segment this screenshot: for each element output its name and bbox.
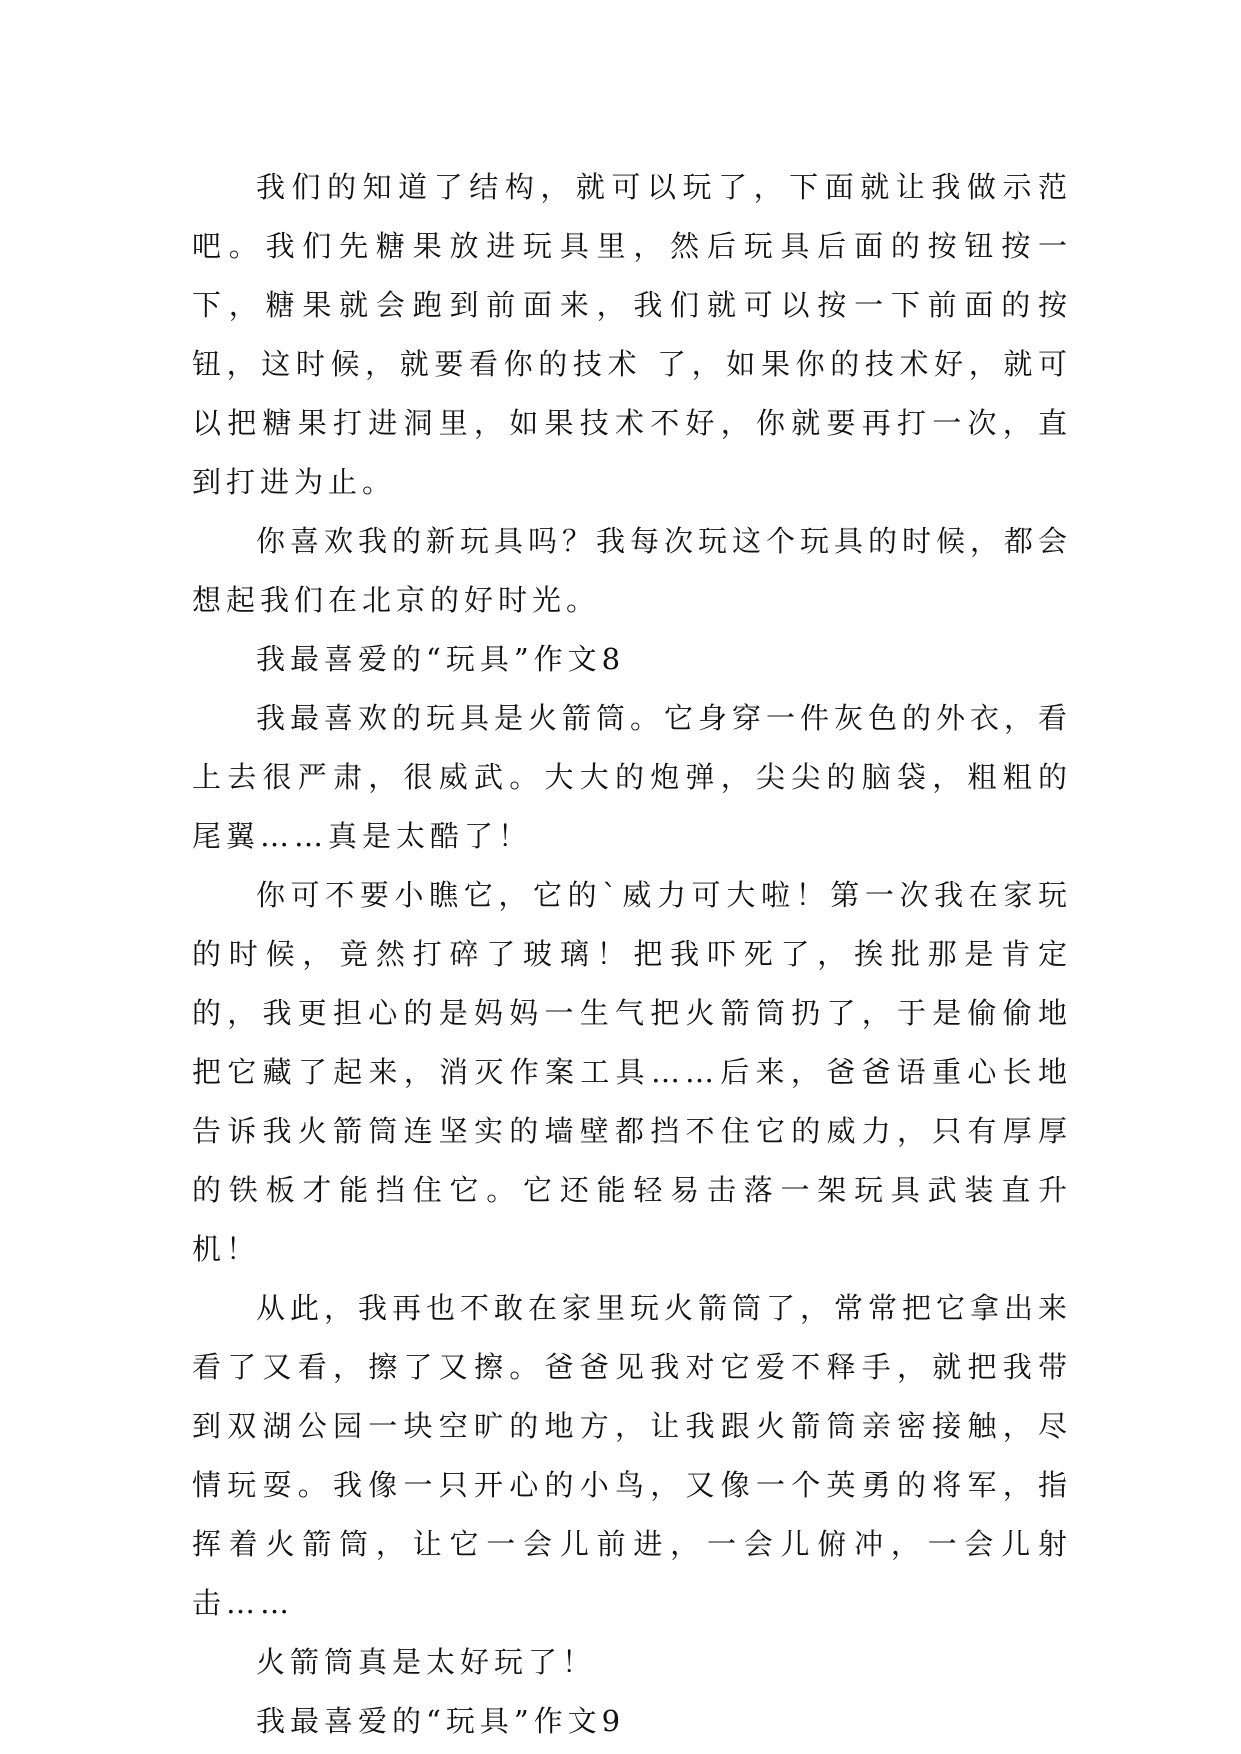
paragraph: 你可不要小瞧它，它的`威力可大啦！第一次我在家玩的时候，竟然打碎了玻璃！把我吓死了，挨批那是肯定的，我更担心的是妈妈一生气把火箭筒扔了，于是偷偷地把它藏了起来，消灭作案工具……后来，爸爸语重心长地告诉我火箭筒连坚实的墙壁都挡不住它的威力，只有厚厚的铁板才能挡住它。它还能轻易击落一架玩具武装直升机！ <box>192 878 1072 1266</box>
section-heading: 我最喜爱的“玩具”作文8 <box>256 642 626 676</box>
paragraph: 火箭筒真是太好玩了！ <box>256 1645 597 1679</box>
paragraph: 你喜欢我的新玩具吗？我每次玩这个玩具的时候，都会想起我们在北京的好时光。 <box>192 524 1073 617</box>
paragraph: 我最喜欢的玩具是火箭筒。它身穿一件灰色的外衣，看上去很严肃，很威武。大大的炮弹，尖尖的脑袋，粗粗的尾翼……真是太酷了！ <box>192 701 1073 853</box>
document-body <box>192 158 1072 1751</box>
paragraph: 我们的知道了结构，就可以玩了，下面就让我做示范吧。我们先糖果放进玩具里，然后玩具后面的按钮按一下，糖果就会跑到前面来，我们就可以按一下前面的按钮，这时候，就要看你的技术 了，如果你的技术好，就可以把糖果打进洞里，如果技术不好，你就要再打一次，直到打进为止。 <box>192 170 1072 499</box>
section-heading: 我最喜爱的“玩具”作文9 <box>256 1704 626 1738</box>
paragraph: 从此，我再也不敢在家里玩火箭筒了，常常把它拿出来看了又看，擦了又擦。爸爸见我对它爱不释手，就把我带到双湖公园一块空旷的地方，让我跟火箭筒亲密接触，尽情玩耍。我像一只开心的小鸟，又像一个英勇的将军，指挥着火箭筒，让它一会儿前进，一会儿俯冲，一会儿射击…… <box>192 1291 1073 1620</box>
